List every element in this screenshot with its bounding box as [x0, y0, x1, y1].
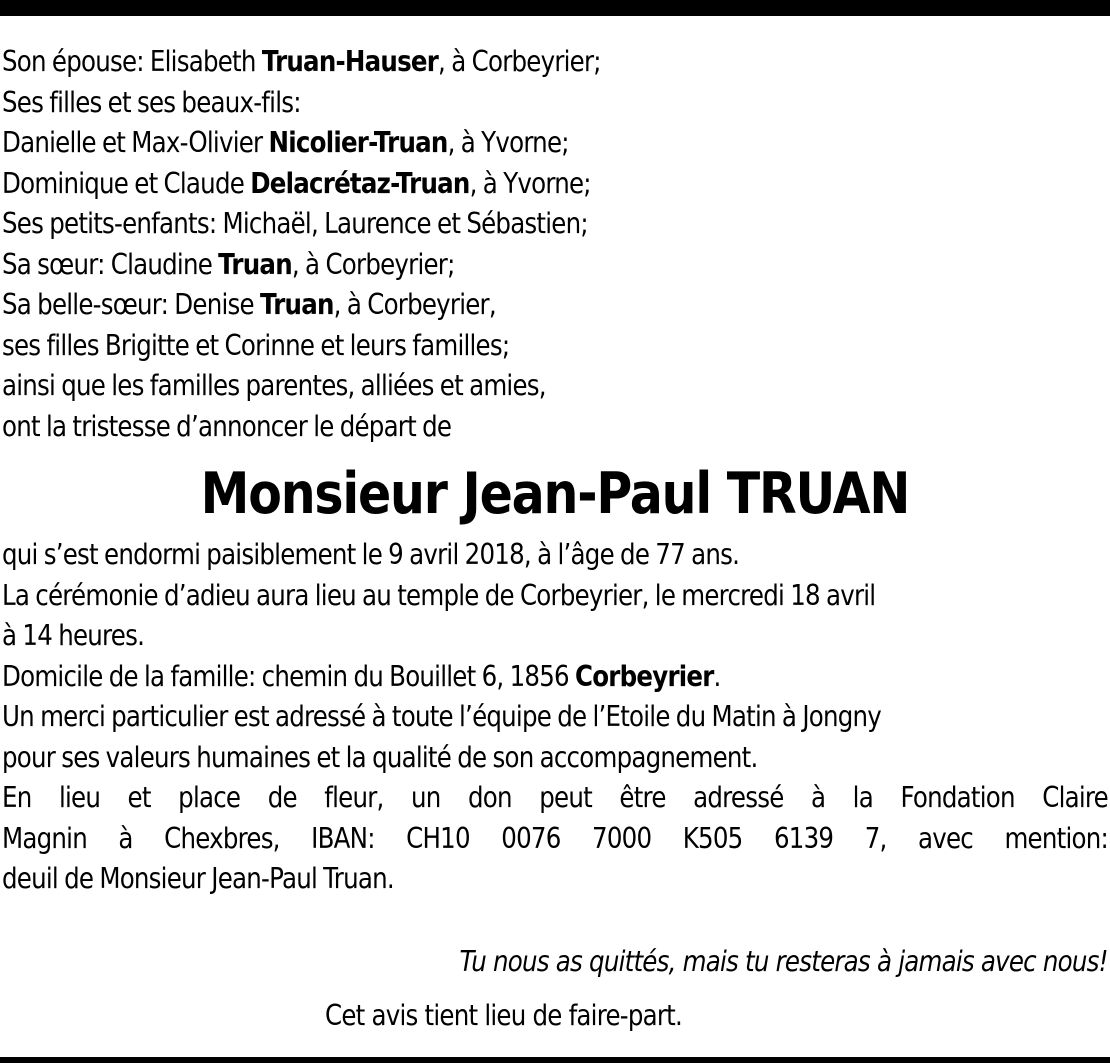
domicile-prefix: Domicile de la famille: chemin du Bouillet 6, 1856 [2, 659, 576, 693]
relatives-line: ainsi que les familles parentes, alliées et amies, [2, 369, 546, 402]
closing-note: Cet avis tient lieu de faire-part. [325, 999, 683, 1032]
death-line: qui s’est endormi paisiblement le 9 avril 2018, à l’âge de 77 ans. [2, 538, 740, 571]
domicile-line [2, 657, 953, 698]
daughter1-line [2, 123, 953, 164]
sister-in-law-suffix: , à Corbeyrier, [333, 288, 496, 321]
domicile-suffix: . [713, 659, 721, 693]
deceased-name: Monsieur Jean-Paul TRUAN [200, 461, 910, 527]
wife-name: Truan-Hauser [261, 45, 439, 78]
sister-in-law-line [2, 285, 953, 326]
daughter2-line [2, 164, 953, 205]
obituary-notice [2, 42, 1108, 900]
donation-line-3: deuil de Monsieur Jean-Paul Truan. [2, 862, 394, 895]
daughter1-name: Nicolier-Truan [268, 126, 448, 159]
daughter1-prefix: Danielle et Max-Olivier [2, 126, 269, 159]
announcement-line: ont la tristesse d’annoncer le départ de [2, 409, 452, 443]
wife-line [2, 42, 953, 83]
sister-name: Truan [218, 247, 292, 281]
wife-suffix: , à Corbeyrier; [438, 45, 601, 78]
top-border-rule [0, 0, 1110, 16]
thanks-line-1: Un merci particulier est adressé à toute l’équipe de l’Etoile du Matin à Jongny [2, 700, 882, 733]
daughter1-suffix: , à Yvorne; [447, 126, 569, 159]
deceased-name-heading [2, 453, 1108, 535]
sister-suffix: , à Corbeyrier; [291, 247, 455, 281]
daughter2-name: Delacrétaz-Truan [250, 166, 470, 200]
daughter2-suffix: , à Yvorne; [469, 166, 591, 200]
bottom-border-rule [0, 1057, 1110, 1063]
sister-prefix: Sa sœur: Claudine [2, 247, 219, 281]
domicile-place: Corbeyrier [575, 659, 714, 693]
ceremony-line-1: La cérémonie d’adieu aura lieu au temple de Corbeyrier, le mercredi 18 avril [2, 578, 876, 612]
daughters-heading: Ses filles et ses beaux-fils: [2, 85, 301, 119]
farewell-quote: Tu nous as quittés, mais tu resteras à jamais avec nous! [459, 945, 1108, 978]
ceremony-line-2: à 14 heures. [2, 619, 145, 652]
grandchildren-line: Ses petits-enfants: Michaël, Laurence et Sébastien; [2, 207, 588, 240]
wife-prefix: Son épouse: Elisabeth [2, 45, 262, 78]
sister-in-law-name: Truan [259, 288, 334, 321]
sister-in-law-prefix: Sa belle-sœur: Denise [2, 288, 260, 321]
daughter2-prefix: Dominique et Claude [2, 166, 251, 200]
nieces-line: ses filles Brigitte et Corinne et leurs familles; [2, 328, 510, 362]
donation-line-1: En lieu et place de fleur, un don peut être adressé à la Fondation Claire [2, 781, 1108, 814]
sister-line [2, 245, 953, 286]
thanks-line-2: pour ses valeurs humaines et la qualité de son accompagnement. [2, 740, 758, 774]
donation-line-2: Magnin à Chexbres, IBAN: CH10 0076 7000 K505 6139 7, avec mention: [2, 821, 1108, 855]
